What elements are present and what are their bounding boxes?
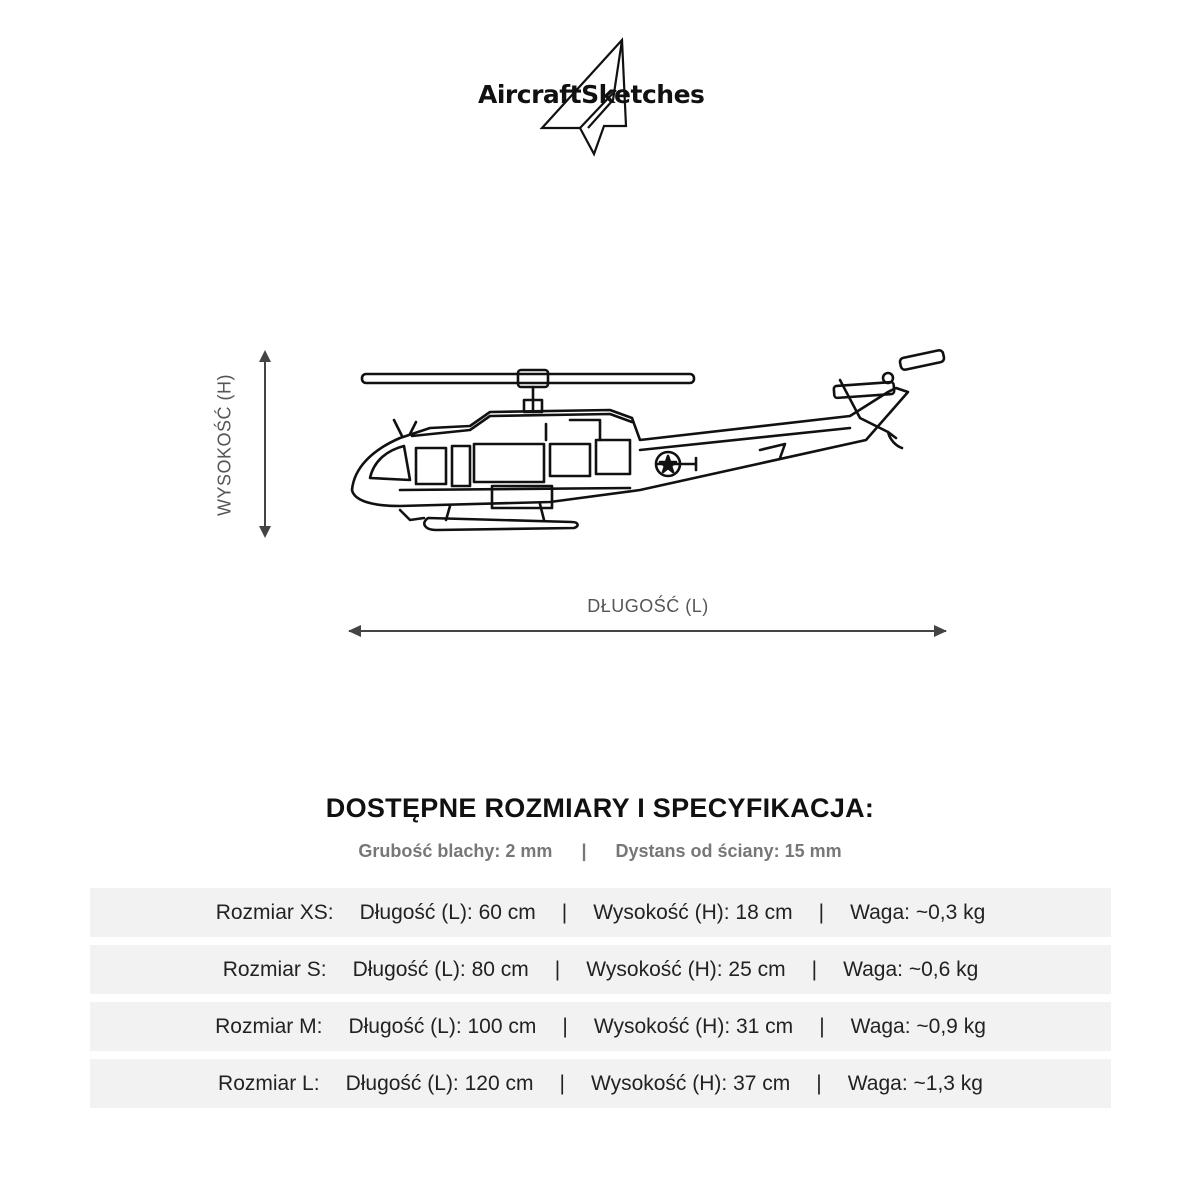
separator: | bbox=[818, 900, 825, 924]
separator: | bbox=[816, 1071, 822, 1095]
separator: | bbox=[811, 957, 818, 981]
size-row-l bbox=[90, 1059, 1111, 1108]
size-name: Rozmiar XS: bbox=[215, 900, 334, 924]
size-row-s bbox=[90, 945, 1111, 994]
horizontal-dimension-arrow-icon bbox=[345, 620, 950, 642]
length-dimension-label: DŁUGOŚĆ (L) bbox=[587, 596, 709, 616]
size-name: Rozmiar M: bbox=[215, 1014, 323, 1038]
size-height: Wysokość (H): 31 cm bbox=[593, 1014, 794, 1038]
size-weight: Waga: ~0,3 kg bbox=[850, 900, 986, 924]
size-weight: Waga: ~0,6 kg bbox=[843, 957, 979, 981]
wall-distance: Dystans od ściany: 15 mm bbox=[615, 841, 842, 861]
size-length: Długość (L): 80 cm bbox=[352, 957, 529, 981]
separator: | bbox=[581, 841, 587, 861]
separator: | bbox=[561, 900, 568, 924]
size-name: Rozmiar S: bbox=[222, 957, 327, 981]
size-row-xs bbox=[90, 888, 1111, 937]
height-dimension-label: WYSOKOŚĆ (H) bbox=[214, 373, 235, 517]
separator: | bbox=[819, 1014, 825, 1038]
size-height: Wysokość (H): 18 cm bbox=[593, 900, 793, 924]
separator: | bbox=[559, 1071, 565, 1095]
size-height: Wysokość (H): 25 cm bbox=[586, 957, 786, 981]
separator: | bbox=[554, 957, 561, 981]
size-length: Długość (L): 120 cm bbox=[345, 1071, 534, 1095]
specs-title: DOSTĘPNE ROZMIARY I SPECYFIKACJA: bbox=[325, 793, 875, 823]
brand-logo bbox=[470, 30, 740, 160]
sheet-thickness: Grubość blachy: 2 mm bbox=[358, 841, 553, 861]
size-length: Długość (L): 60 cm bbox=[359, 900, 536, 924]
size-length: Długość (L): 100 cm bbox=[348, 1014, 537, 1038]
sizes-table bbox=[90, 888, 1111, 1116]
logo-wordmark: AircraftSketches bbox=[478, 80, 705, 109]
specs-summary bbox=[0, 841, 1200, 862]
vertical-dimension-arrow-icon bbox=[250, 348, 280, 540]
separator: | bbox=[562, 1014, 568, 1038]
size-weight: Waga: ~1,3 kg bbox=[847, 1071, 983, 1095]
size-weight: Waga: ~0,9 kg bbox=[850, 1014, 986, 1038]
size-height: Wysokość (H): 37 cm bbox=[590, 1071, 791, 1095]
size-row-m bbox=[90, 1002, 1111, 1051]
size-name: Rozmiar L: bbox=[218, 1071, 320, 1095]
helicopter-silhouette-icon bbox=[340, 340, 960, 550]
